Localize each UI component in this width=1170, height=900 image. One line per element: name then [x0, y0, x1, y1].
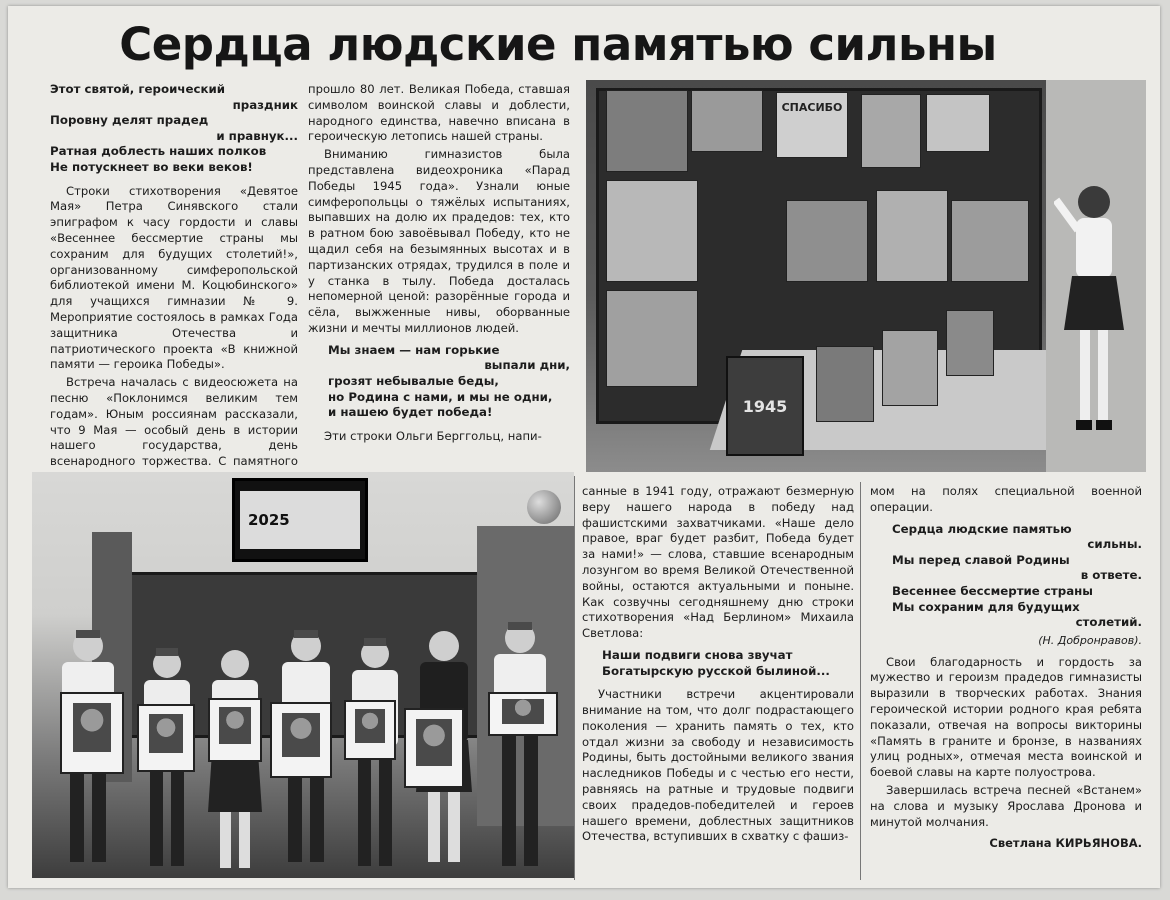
epigraph — [50, 82, 298, 176]
veteran-portrait — [344, 700, 396, 760]
veteran-portrait — [137, 704, 195, 772]
column-4 — [870, 484, 1142, 852]
epigraph-line: Не потускнеет во веки веков! — [50, 159, 253, 174]
exhibition-poster — [786, 200, 868, 282]
girl-figure — [1054, 180, 1134, 470]
poem-line: в ответе. — [1080, 568, 1142, 583]
poem-line: Богатырскую русской былиной... — [602, 663, 830, 678]
book — [882, 330, 938, 406]
epigraph-line: Поровну делят прадед — [50, 113, 209, 128]
poem-line: и нашею будет победа! — [328, 405, 493, 420]
column-divider — [860, 482, 861, 880]
student — [480, 612, 560, 874]
diploma-sheet — [488, 692, 558, 736]
photo-students — [32, 472, 574, 878]
exhibition-poster — [606, 180, 698, 282]
poem-line: Весеннее бессмертие страны — [892, 583, 1093, 598]
paragraph: прошло 80 лет. Великая Победа, ставшая символом воинской славы и доблести, народного единства, навечно вписана в героическую летопись нашей страны. — [308, 82, 570, 144]
author-signature: Светлана КИРЬЯНОВА. — [989, 836, 1142, 851]
column-2 — [308, 82, 570, 447]
paragraph: Встреча началась с видеосюжета на песню «Поклонимся великим тем годам». Юным россиянам рассказали, что 9 Мая — особый день в истории нашего государства, день всенародного торжества. С памятного — [50, 375, 298, 469]
paragraph: Свои благодарность и гордость за мужество и героизм прадедов гимназисты выразили в творческих работах. Знания героической истории родного края ребята показали, отвечая на вопросы викторины «Память в граните и бронзе, в названиях улиц родных», отмечая места воинской и боевой славы на карте полуострова. — [870, 654, 1142, 780]
exhibition-poster — [861, 94, 921, 168]
epigraph-line: Этот святой, героический — [50, 82, 225, 96]
paragraph: Завершилась встреча песней «Встанем» на слова и музыку Ярослава Дронова и минутой молчания. — [870, 782, 1142, 829]
exhibition-poster — [606, 290, 698, 387]
column-3 — [582, 484, 854, 847]
poem-quote — [582, 648, 854, 679]
article-headline: Сердца людские памятью сильны — [119, 18, 997, 71]
exhibition-poster — [926, 94, 990, 152]
poem-line: Наши подвиги снова звучат — [602, 647, 793, 662]
column-1 — [50, 82, 298, 488]
veteran-portrait — [208, 698, 262, 762]
book — [946, 310, 994, 376]
television — [232, 478, 368, 562]
poem-line: Мы перед славой Родины — [892, 552, 1070, 567]
newspaper-page — [8, 6, 1160, 888]
epigraph-line: праздник — [232, 97, 298, 112]
paragraph: Эти строки Ольги Берггольц, напи- — [324, 428, 542, 443]
poem-line: Сердца людские памятью — [892, 521, 1072, 536]
epigraph-line: и правнук... — [216, 128, 298, 143]
poem-line: Мы знаем — нам горькие — [328, 342, 500, 357]
exhibition-poster — [876, 190, 948, 282]
veteran-portrait — [270, 702, 332, 778]
column-divider — [574, 476, 575, 880]
exhibition-poster — [691, 90, 763, 152]
paragraph: санные в 1941 году, отражают безмерную веру нашего народа в победу над фашистскими захватчиками. «Наше дело правое, враг будет разбит, Победа будет за нами!» — слова, ставшие всенародным лозунгом во время Великой Отечественной войны, остаются актуальными и поныне. Как созвучны сегодняшнему дню строки стихотворения «Над Берлином» Михаила Светлова: — [582, 484, 854, 641]
tv-screen: 2025 — [240, 491, 360, 549]
photo-exhibition — [586, 80, 1146, 472]
paragraph: Участники встречи акцентировали внимание на том, что долг подрастающего поколения — хранить память о тех, кто отдал жизни за свободу и независимость Родины, быть достойными великого звания наследников Победы и с честью его нести, равняясь на ратные и трудовые подвиги своих прадедов-победителей и героев нашего времени, доблестных защитников Отечества, вступивших в схватку с фашиз- — [582, 687, 854, 844]
poem-line: грозят небывалые беды, — [328, 373, 499, 388]
veteran-portrait — [60, 692, 124, 774]
exhibition-poster — [951, 200, 1029, 282]
epigraph-line: Ратная доблесть наших полков — [50, 144, 267, 159]
exhibition-poster: СПАСИБО — [776, 92, 848, 158]
globe — [527, 490, 561, 524]
book-1945: 1945 — [726, 356, 804, 456]
paragraph: мом на полях специальной военной операции. — [870, 484, 1142, 514]
poem-line: сильны. — [1087, 537, 1142, 552]
exhibition-poster — [606, 90, 688, 172]
poem-line: Мы сохраним для будущих — [892, 599, 1080, 614]
poem-line: столетий. — [1075, 615, 1142, 630]
poem-attribution: (Н. Добронравов). — [1038, 633, 1142, 647]
poem-line: но Родина с нами, и мы не одни, — [328, 389, 553, 404]
book — [816, 346, 874, 422]
poem-line: выпали дни, — [484, 358, 570, 373]
paragraph: Вниманию гимназистов была представлена видеохроника «Парад Победы 1945 года». Узнали юные симферопольцы о тяжёлых испытаниях, выпавших на долю их прадедов: тех, кто в ратном бою завоёвывал Победу, кто не щадил себя на безымянных высотах и в партизанских отрядах, трудился в поле и у станка в тылу. Победа досталась непомерной ценой: разорённые города и сёла, выжженные нивы, оборванные жизни и мечты миллионов людей. — [308, 147, 570, 335]
veteran-portrait — [404, 708, 464, 788]
poem-quote — [308, 343, 570, 421]
poem-quote — [870, 522, 1142, 631]
paragraph: Строки стихотворения «Девятое Мая» Петра Синявского стали эпиграфом к часу гордости и славы «Весеннее бессмертие страны мы сохраним для будущих столетий!», организованному симферопольской библиотекой имени М. Коцюбинского» для учащихся гимназии № 9. Мероприятие состоялось в рамках Года защитника Отечества и патриотического проекта «В книжной памяти — героика Победы». — [50, 183, 298, 372]
